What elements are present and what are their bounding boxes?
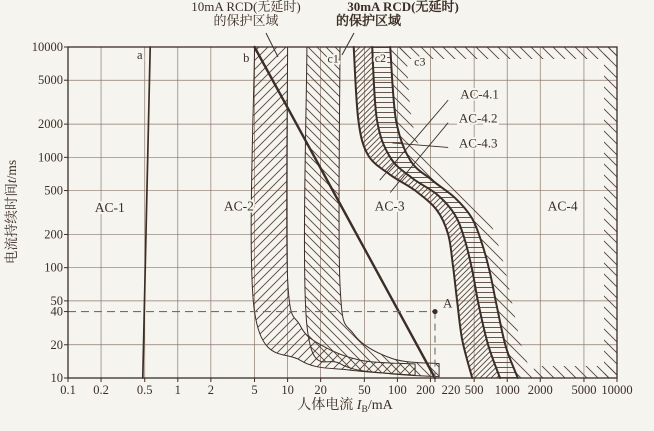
rcd10-label-line1: 10mA RCD(无延时): [191, 0, 301, 14]
rcd10-label-line2: 的保护区域: [213, 13, 279, 28]
x-tick-5000: 5000: [571, 383, 597, 397]
y-tick-5000: 5000: [38, 73, 63, 88]
curve-a: [143, 47, 150, 378]
x-tick-2: 2: [207, 383, 214, 397]
y-tick-50: 50: [50, 293, 63, 308]
y-tick-200: 200: [44, 227, 63, 242]
y-tick-10000: 10000: [31, 40, 63, 54]
rcd30-label-line2: 的保护区域: [336, 13, 402, 28]
x-tick-1000: 1000: [494, 383, 520, 397]
rcd30-protection-label: [328, 0, 478, 28]
rcd30-label-line1: 30mA RCD(无延时): [347, 0, 459, 14]
ac4-frame-bottom: [534, 366, 617, 378]
zone-label-AC-4: AC-4: [547, 198, 578, 214]
rcd10-protection-label: [170, 0, 322, 28]
rcd30-label-leader: [342, 33, 354, 55]
y-tick-2000: 2000: [38, 117, 63, 132]
x-tick-100: 100: [388, 383, 407, 397]
zone-label-a: a: [136, 47, 143, 62]
x-tick-2000: 2000: [527, 383, 553, 397]
y-axis-title: 电流持续时间t/ms: [4, 159, 19, 265]
x-tick-220: 220: [441, 383, 461, 397]
x-tick-20: 20: [314, 383, 327, 397]
zone-label-AC-4.2: AC-4.2: [458, 110, 498, 126]
zone-label-c2: c2: [374, 51, 387, 66]
zone-label-b: b: [243, 51, 250, 66]
x-tick-500: 500: [464, 383, 484, 397]
x-tick-0.2: 0.2: [93, 383, 109, 397]
ac4-frame-right: [604, 47, 617, 378]
x-tick-50: 50: [358, 383, 371, 397]
zone-label-AC-4.1: AC-4.1: [460, 86, 499, 102]
zone-label-AC-3: AC-3: [374, 198, 405, 214]
zone-label-AC-2: AC-2: [223, 198, 254, 214]
y-tick-40: 40: [50, 304, 63, 319]
x-tick-10000: 10000: [601, 383, 633, 397]
point-A-label: A: [442, 295, 453, 311]
y-tick-10: 10: [50, 371, 63, 385]
x-tick-10: 10: [281, 383, 294, 397]
zone-label-c3: c3: [414, 54, 426, 69]
x-tick-200: 200: [416, 383, 435, 397]
x-tick-0.1: 0.1: [60, 383, 76, 397]
x-tick-5: 5: [251, 383, 258, 397]
point-A-marker: [432, 309, 437, 314]
y-tick-1000: 1000: [38, 150, 63, 165]
x-tick-0.5: 0.5: [136, 383, 153, 397]
x-tick-1: 1: [174, 383, 181, 397]
y-tick-500: 500: [44, 183, 63, 198]
y-tick-100: 100: [44, 260, 63, 275]
x-axis-title: 人体电流 $I_B/mA$: [297, 398, 393, 415]
zone-label-AC-1: AC-1: [94, 199, 125, 215]
zone-label-AC-4.3: AC-4.3: [458, 135, 498, 151]
y-tick-20: 20: [50, 337, 63, 352]
zone-label-c1: c1: [327, 51, 339, 66]
